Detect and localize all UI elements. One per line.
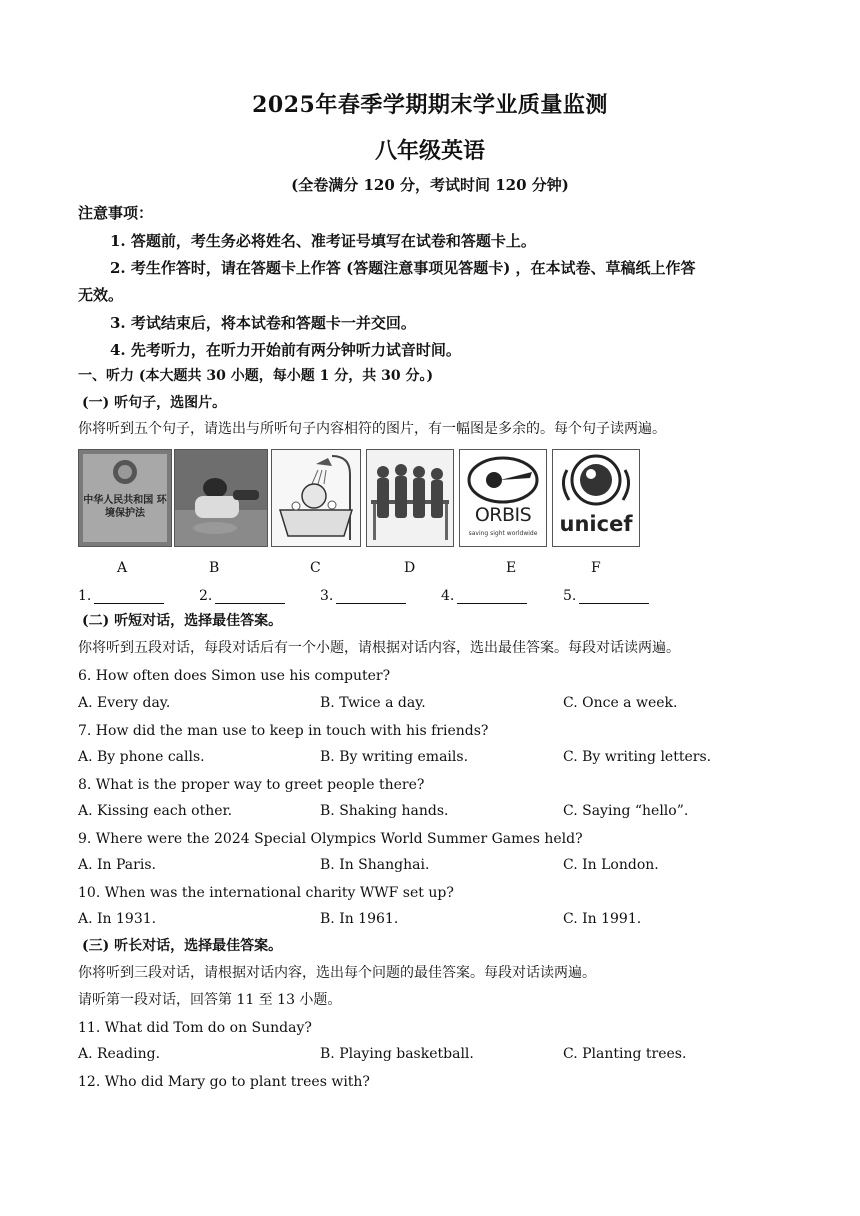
q8-option-c[interactable]: C. Saying “hello”. (563, 803, 689, 819)
unicef-wordmark: unicef (559, 512, 633, 536)
answer-blank-3[interactable]: 3. (320, 588, 406, 604)
unicef-logo-icon (552, 449, 640, 547)
q11-option-a[interactable]: A. Reading. (78, 1046, 161, 1062)
q6-option-b[interactable]: B. Twice a day. (320, 695, 426, 711)
question-11: 11. What did Tom do on Sunday? (78, 1020, 312, 1036)
exam-title: 2025年春季学期期末学业质量监测 (252, 92, 608, 118)
orbis-tagline: saving sight worldwide (468, 530, 538, 537)
part1-heading: (一) 听句子，选图片。 (82, 395, 227, 411)
picture-letter-d: D (404, 560, 416, 576)
q9-option-c[interactable]: C. In London. (563, 857, 659, 873)
q10-option-b[interactable]: B. In 1961. (320, 911, 399, 927)
question-9: 9. Where were the 2024 Special Olympics World Summer Games held? (78, 831, 583, 847)
q6-option-c[interactable]: C. Once a week. (563, 695, 678, 711)
notice-heading: 注意事项： (78, 204, 154, 222)
part3-instruction: 你将听到三段对话，请根据对话内容，选出每个问题的最佳答案。每段对话读两遍。 (78, 965, 596, 981)
question-10: 10. When was the international charity WWF set up? (78, 885, 454, 901)
exam-subtitle: 八年级英语 (374, 138, 485, 164)
notice-item-3: 3. 考试结束后，将本试卷和答题卡一并交回。 (110, 314, 416, 332)
people-queueing-icon (366, 449, 454, 547)
answer-blank-4[interactable]: 4. (441, 588, 527, 604)
notice-item-4: 4. 先考听力，在听力开始前有两分钟听力试音时间。 (110, 341, 461, 359)
q10-option-a[interactable]: A. In 1931. (78, 911, 157, 927)
question-12: 12. Who did Mary go to plant trees with? (78, 1074, 370, 1090)
picture-letter-e: E (506, 560, 517, 576)
answer-blank-1[interactable]: 1. (78, 588, 164, 604)
law-book-caption: 中华人民共和国 环境保护法 (83, 495, 167, 519)
orbis-logo-icon (459, 449, 547, 547)
child-lying-photo-icon (174, 449, 268, 547)
answer-blank-5[interactable]: 5. (563, 588, 649, 604)
picture-letter-b: B (209, 560, 220, 576)
law-book-icon (78, 449, 172, 547)
q11-option-b[interactable]: B. Playing basketball. (320, 1046, 474, 1062)
q11-option-c[interactable]: C. Planting trees. (563, 1046, 687, 1062)
part3-heading: (三) 听长对话，选择最佳答案。 (82, 938, 283, 954)
question-7: 7. How did the man use to keep in touch with his friends? (78, 723, 489, 739)
part2-heading: (二) 听短对话，选择最佳答案。 (82, 613, 283, 629)
q9-option-a[interactable]: A. In Paris. (78, 857, 156, 873)
part1-instruction: 你将听到五个句子，请选出与所听句子内容相符的图片，有一幅图是多余的。每个句子读两遍。 (78, 421, 666, 437)
notice-item-2-cont: 无效。 (78, 286, 124, 304)
q8-option-b[interactable]: B. Shaking hands. (320, 803, 449, 819)
notice-item-1: 1. 答题前，考生务必将姓名、准考证号填写在试卷和答题卡上。 (110, 232, 536, 250)
notice-item-2: 2. 考生作答时，请在答题卡上作答 (答题注意事项见答题卡) ，在本试卷、草稿纸上作答 (110, 259, 696, 277)
q10-option-c[interactable]: C. In 1991. (563, 911, 642, 927)
q6-option-a[interactable]: A. Every day. (78, 695, 171, 711)
orbis-wordmark: ORBIS (474, 504, 532, 526)
part2-instruction: 你将听到五段对话，每段对话后有一个小题，请根据对话内容，选出最佳答案。每段对话读两遍。 (78, 640, 680, 656)
answer-blank-2[interactable]: 2. (199, 588, 285, 604)
question-8: 8. What is the proper way to greet people there? (78, 777, 425, 793)
q8-option-a[interactable]: A. Kissing each other. (78, 803, 233, 819)
section1-heading: 一、听力 (本大题共 30 小题，每小题 1 分，共 30 分。) (78, 368, 434, 384)
picture-letter-a: A (117, 560, 128, 576)
picture-letter-c: C (310, 560, 321, 576)
question-6: 6. How often does Simon use his computer? (78, 668, 391, 684)
q7-option-a[interactable]: A. By phone calls. (78, 749, 205, 765)
q7-option-c[interactable]: C. By writing letters. (563, 749, 712, 765)
part3-sub-instruction: 请听第一段对话，回答第 11 至 13 小题。 (78, 992, 342, 1008)
q7-option-b[interactable]: B. By writing emails. (320, 749, 469, 765)
exam-score-note: (全卷满分 120 分，考试时间 120 分钟) (291, 176, 569, 194)
picture-letter-f: F (591, 560, 601, 576)
q9-option-b[interactable]: B. In Shanghai. (320, 857, 430, 873)
boy-bathing-icon (271, 449, 361, 547)
